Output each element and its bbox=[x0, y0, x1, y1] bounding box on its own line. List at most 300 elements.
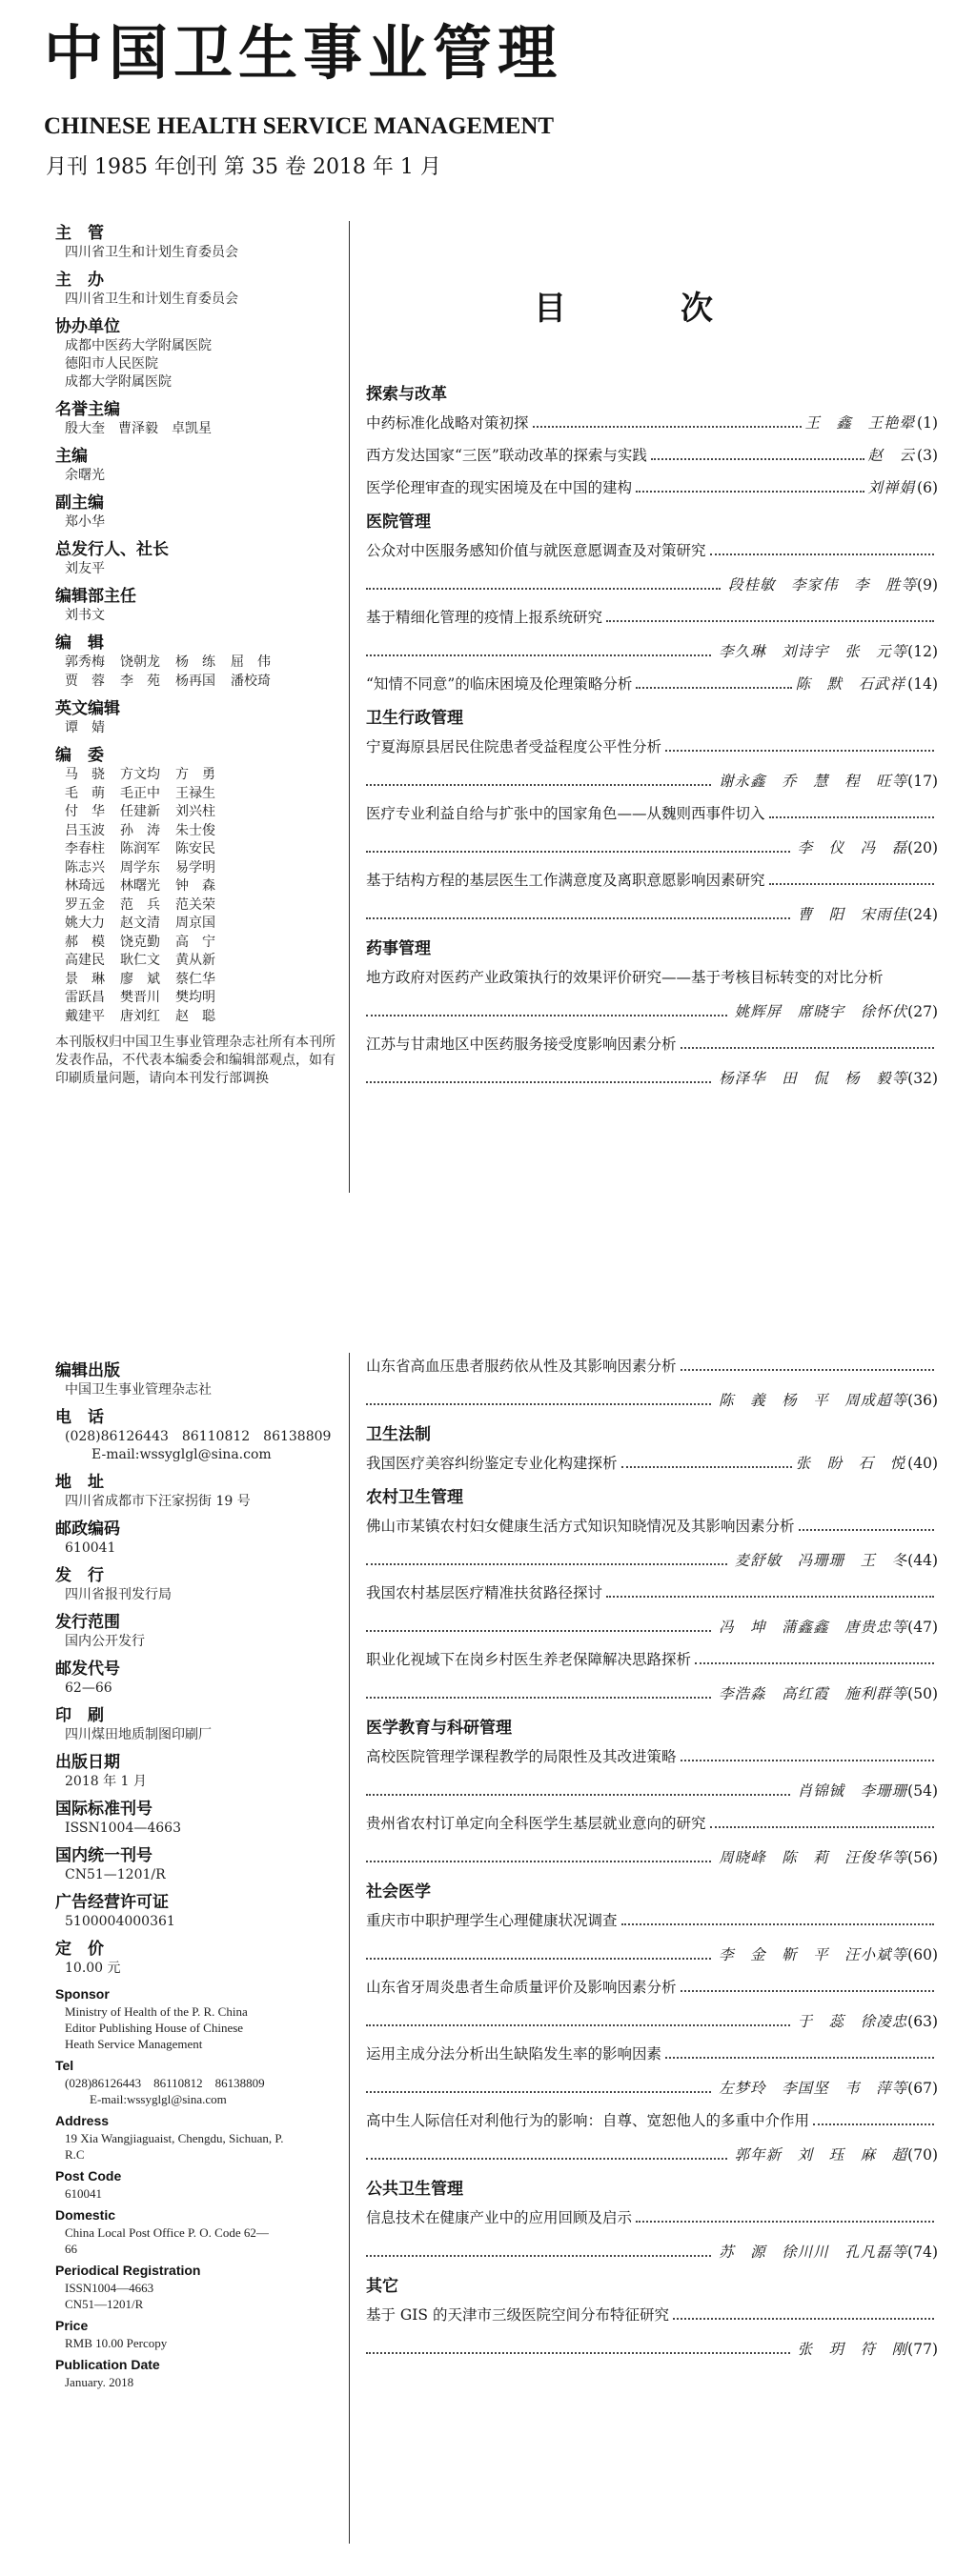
toc-entry bbox=[366, 2111, 938, 2164]
staff-section bbox=[55, 399, 341, 438]
toc-entry-title: 运用主成分法分析出生缺陷发生率的影响因素 bbox=[366, 2045, 662, 2063]
toc-entry-page: (9) bbox=[917, 576, 938, 594]
committee-name: 易学明 bbox=[175, 859, 215, 875]
dot-leader bbox=[636, 478, 864, 493]
staff-value: 四川省卫生和计划生育委员会 bbox=[65, 292, 238, 307]
staff-label: 定 价 bbox=[55, 1940, 104, 1959]
staff-section bbox=[55, 1659, 341, 1698]
toc-entry-line bbox=[366, 1747, 938, 1766]
toc-upper bbox=[366, 383, 938, 1101]
dot-leader bbox=[665, 737, 934, 752]
staff-value-en: 19 Xia Wangjiaguaist, Chengdu, Sichuan, P. bbox=[65, 2131, 284, 2145]
toc-entry-authors: 陈 義 杨 平 周成超等 bbox=[719, 1392, 908, 1409]
toc-category: 卫生法制 bbox=[366, 1425, 431, 1444]
staff-label: 主编 bbox=[55, 447, 88, 466]
staff-value: 刘友平 bbox=[65, 561, 105, 576]
staff-label: 英文编辑 bbox=[55, 699, 120, 718]
staff-section bbox=[55, 1519, 341, 1558]
committee-grid bbox=[55, 766, 341, 1026]
toc-entry-line bbox=[366, 541, 938, 560]
editors-grid bbox=[55, 654, 341, 691]
staff-section bbox=[55, 1705, 341, 1744]
toc-entry-page: (50) bbox=[907, 1685, 938, 1702]
staff-label: 总发行人、社长 bbox=[55, 540, 169, 559]
dot-leader bbox=[673, 2305, 934, 2320]
staff-section bbox=[55, 1799, 341, 1838]
dot-leader bbox=[710, 541, 934, 555]
toc-category: 医学教育与科研管理 bbox=[366, 1719, 512, 1738]
toc-entry-author-line bbox=[366, 2145, 938, 2164]
toc-entry-authors: 周晓峰 陈 莉 汪俊华等 bbox=[719, 1849, 908, 1866]
toc-entry bbox=[366, 1035, 938, 1088]
committee-name: 高 宁 bbox=[175, 934, 215, 950]
staff-value: 德阳市人民医院 bbox=[65, 356, 158, 372]
toc-entry-title: 信息技术在健康产业中的应用回顾及启示 bbox=[366, 2209, 633, 2226]
staff-section-en bbox=[55, 2057, 341, 2107]
staff-value: 62—66 bbox=[65, 1680, 112, 1696]
editor-name: 郭秀梅 bbox=[65, 654, 105, 670]
committee-name: 范 兵 bbox=[120, 896, 160, 913]
toc-entry bbox=[366, 478, 938, 497]
staff-label-en: Price bbox=[55, 2318, 89, 2333]
toc-entry-title: 我国医疗美容纠纷鉴定专业化构建探析 bbox=[366, 1455, 618, 1472]
toc-entry bbox=[366, 737, 938, 791]
toc-entry-page: (74) bbox=[907, 2244, 938, 2261]
toc-entry bbox=[366, 1747, 938, 1801]
toc-category: 其它 bbox=[366, 2277, 398, 2296]
toc-entry-line bbox=[366, 871, 938, 890]
toc-entry-title: “知情不同意”的临床困境及伦理策略分析 bbox=[366, 675, 633, 693]
toc-entry-line bbox=[366, 1454, 938, 1473]
staff-value: 成都大学附属医院 bbox=[65, 374, 172, 390]
toc-entry-author-line bbox=[366, 1002, 938, 1021]
toc-entry-authors: 李久琳 刘诗宇 张 元等 bbox=[719, 643, 908, 660]
committee-name: 郝 模 bbox=[65, 934, 105, 950]
toc-entry-page: (14) bbox=[907, 675, 938, 693]
toc-entry-line bbox=[366, 1911, 938, 1930]
toc-entry-title: 公众对中医服务感知价值与就医意愿调查及对策研究 bbox=[366, 542, 706, 559]
dot-leader bbox=[366, 1697, 711, 1699]
staff-label: 协办单位 bbox=[55, 317, 120, 336]
dot-leader bbox=[366, 851, 790, 853]
staff-label: 出版日期 bbox=[55, 1753, 120, 1772]
toc-entry-line bbox=[366, 413, 938, 433]
toc-entry-page: (12) bbox=[907, 643, 938, 660]
toc-entry-page: (67) bbox=[907, 2080, 938, 2097]
staff-value: 谭 婧 bbox=[65, 720, 105, 735]
toc-entry-page: (32) bbox=[907, 1070, 938, 1087]
staff-section bbox=[55, 1407, 341, 1464]
committee-name: 高建民 bbox=[65, 953, 105, 968]
toc-entry-page: (40) bbox=[907, 1455, 938, 1472]
dot-leader bbox=[366, 2024, 790, 2026]
staff-section-en bbox=[55, 2112, 341, 2163]
committee-name: 林琦远 bbox=[65, 878, 105, 894]
toc-entry bbox=[366, 1583, 938, 1637]
dot-leader bbox=[366, 2091, 711, 2093]
toc-entry-authors: 左梦玲 李国坚 韦 萍等 bbox=[719, 2080, 908, 2097]
toc-entry-title: 山东省高血压患者服药依从性及其影响因素分析 bbox=[366, 1358, 677, 1375]
toc-entry bbox=[366, 1814, 938, 1867]
toc-entry-authors: 陈 默 石武祥 bbox=[795, 675, 906, 693]
toc-entry-author-line bbox=[366, 1618, 938, 1637]
toc-entry-author-line bbox=[366, 642, 938, 661]
column-divider-lower bbox=[349, 1353, 350, 2544]
committee-name: 景 琳 bbox=[65, 971, 105, 987]
committee-name: 罗五金 bbox=[65, 896, 105, 913]
toc-entry-author-line bbox=[366, 2079, 938, 2098]
toc-entry-page: (27) bbox=[907, 1003, 938, 1020]
staff-section bbox=[55, 316, 341, 392]
toc-entry-line bbox=[366, 2208, 938, 2227]
toc-entry-author-line bbox=[366, 2012, 938, 2031]
toc-entry-authors: 麦舒敏 冯珊珊 王 冬 bbox=[734, 1552, 908, 1569]
committee-name: 方文均 bbox=[120, 767, 160, 782]
toc-entry-authors: 张 盼 石 悦 bbox=[795, 1455, 906, 1472]
staff-label: 广告经营许可证 bbox=[55, 1893, 169, 1912]
staff-label-en: Sponsor bbox=[55, 1986, 110, 2002]
toc-entry-title: 医疗专业利益自给与扩张中的国家角色——从魏则西事件切入 bbox=[366, 805, 765, 822]
staff-value: 中国卫生事业管理杂志社 bbox=[65, 1382, 212, 1398]
toc-entry-title: 高中生人际信任对利他行为的影响：自尊、宽恕他人的多重中介作用 bbox=[366, 2112, 810, 2129]
staff-box-lower bbox=[55, 1360, 341, 2542]
toc-entry-title: 高校医院管理学课程教学的局限性及其改进策略 bbox=[366, 1748, 677, 1765]
toc-entry-line bbox=[366, 2111, 938, 2130]
toc-entry bbox=[366, 804, 938, 857]
journal-title-cn: 中国卫生事业管理 bbox=[44, 18, 563, 88]
toc-entry-authors: 于 蕊 徐凌忠 bbox=[797, 2013, 908, 2030]
staff-value: 刘书文 bbox=[65, 608, 105, 623]
toc-entry-authors: 李 仪 冯 磊 bbox=[797, 839, 908, 856]
toc-category: 卫生行政管理 bbox=[366, 709, 463, 728]
committee-name: 陈润军 bbox=[120, 841, 160, 856]
toc-entry-line bbox=[366, 1978, 938, 1997]
dot-leader bbox=[366, 1563, 727, 1565]
dot-leader bbox=[636, 2208, 934, 2223]
staff-value-en: January. 2018 bbox=[65, 2375, 134, 2389]
committee-name: 雷跃昌 bbox=[65, 990, 105, 1005]
dot-leader bbox=[606, 1583, 934, 1598]
toc-entry bbox=[366, 1911, 938, 1964]
staff-value: 四川省报刊发行局 bbox=[65, 1587, 172, 1602]
committee-name: 王禄生 bbox=[175, 785, 215, 801]
toc-entry-title: 西方发达国家“三医”联动改革的探索与实践 bbox=[366, 447, 647, 464]
staff-value: 610041 bbox=[65, 1540, 116, 1556]
toc-entry-title: 职业化视域下在岗乡村医生养老保障解决思路探析 bbox=[366, 1651, 692, 1668]
committee-name: 耿仁文 bbox=[120, 953, 160, 968]
toc-entry-authors: 曹 阳 宋雨佳 bbox=[797, 906, 908, 923]
toc-entry bbox=[366, 413, 938, 433]
toc-entry-page: (56) bbox=[907, 1849, 938, 1866]
toc-entry-page: (36) bbox=[907, 1392, 938, 1409]
dot-leader bbox=[366, 1958, 711, 1960]
toc-entry-author-line bbox=[366, 772, 938, 791]
committee-name: 吕玉波 bbox=[65, 822, 105, 838]
committee-name: 钟 森 bbox=[175, 878, 215, 894]
toc-entry bbox=[366, 608, 938, 661]
dot-leader bbox=[366, 1015, 727, 1016]
dot-leader bbox=[621, 1911, 934, 1925]
dot-leader bbox=[366, 1630, 711, 1632]
editors-section bbox=[55, 633, 341, 691]
toc-entry-line bbox=[366, 608, 938, 627]
toc-entry bbox=[366, 968, 938, 1021]
toc-title: 目次 bbox=[534, 290, 827, 328]
staff-value-en: Editor Publishing House of Chinese bbox=[65, 2021, 244, 2035]
committee-name: 方 勇 bbox=[175, 767, 215, 782]
dot-leader bbox=[366, 654, 711, 656]
staff-section bbox=[55, 1565, 341, 1604]
dot-leader bbox=[813, 2111, 934, 2125]
staff-value: 余曙光 bbox=[65, 468, 105, 483]
toc-entry-title: 地方政府对医药产业政策执行的效果评价研究——基于考核目标转变的对比分析 bbox=[366, 969, 884, 986]
staff-section bbox=[55, 1845, 341, 1884]
toc-entry bbox=[366, 2044, 938, 2098]
committee-name: 姚大力 bbox=[65, 916, 105, 931]
toc-entry-author-line bbox=[366, 2243, 938, 2262]
staff-value: 10.00 元 bbox=[65, 1961, 121, 1976]
staff-section bbox=[55, 270, 341, 309]
toc-lower bbox=[366, 1357, 938, 2372]
dot-leader bbox=[665, 2044, 934, 2059]
committee-name: 唐刘红 bbox=[120, 1008, 160, 1024]
toc-entry-author-line bbox=[366, 1069, 938, 1088]
toc-entry-line bbox=[366, 1517, 938, 1536]
committee-name: 范关荣 bbox=[175, 896, 215, 913]
toc-entry-page: (54) bbox=[907, 1782, 938, 1800]
toc-entry-title: 基于精细化管理的疫情上报系统研究 bbox=[366, 609, 603, 626]
toc-entry-line bbox=[366, 737, 938, 756]
committee-name: 周学东 bbox=[120, 859, 160, 875]
staff-label: 副主编 bbox=[55, 493, 104, 513]
toc-entry-author-line bbox=[366, 1945, 938, 1964]
staff-section bbox=[55, 539, 341, 578]
toc-entry-title: 山东省牙周炎患者生命质量评价及影响因素分析 bbox=[366, 1979, 677, 1996]
committee-name: 赵 聪 bbox=[175, 1008, 215, 1024]
editor-name: 杨 练 bbox=[175, 654, 215, 670]
committee-name: 陈志兴 bbox=[65, 859, 105, 875]
staff-value-en: RMB 10.00 Percopy bbox=[65, 2336, 168, 2350]
toc-entry-authors: 李浩淼 高红霞 施利群等 bbox=[719, 1685, 908, 1702]
toc-entry-authors: 刘禅娟 bbox=[867, 479, 916, 496]
staff-section bbox=[55, 1939, 341, 1978]
staff-value: CN51—1201/R bbox=[65, 1867, 166, 1882]
toc-entry-page: (77) bbox=[907, 2341, 938, 2358]
toc-entry-line bbox=[366, 446, 938, 465]
toc-entry-authors: 肖锦铖 李珊珊 bbox=[797, 1782, 908, 1800]
toc-entry-line bbox=[366, 1814, 938, 1833]
staff-section-en bbox=[55, 2167, 341, 2202]
committee-name: 毛正中 bbox=[120, 785, 160, 801]
toc-entry-page: (24) bbox=[907, 906, 938, 923]
toc-entry-line bbox=[366, 804, 938, 823]
staff-label: 编 辑 bbox=[55, 634, 104, 653]
dot-leader bbox=[621, 1454, 792, 1468]
staff-value-en: ISSN1004—4663 bbox=[65, 2281, 154, 2295]
staff-section-en bbox=[55, 2262, 341, 2312]
staff-value-en: Heath Service Management bbox=[65, 2037, 203, 2051]
dot-leader bbox=[769, 804, 934, 818]
staff-label: 印 刷 bbox=[55, 1706, 104, 1725]
toc-entry-page: (3) bbox=[917, 447, 938, 464]
committee-name: 林曙光 bbox=[120, 878, 160, 894]
staff-section-en bbox=[55, 2317, 341, 2351]
committee-name: 廖 斌 bbox=[120, 971, 160, 987]
staff-section-en bbox=[55, 2356, 341, 2390]
toc-entry-title: 江苏与甘肃地区中医药服务接受度影响因素分析 bbox=[366, 1036, 677, 1053]
committee-name: 樊晋川 bbox=[120, 990, 160, 1005]
staff-label: 国际标准刊号 bbox=[55, 1800, 152, 1819]
committee-name: 赵文清 bbox=[120, 916, 160, 931]
staff-value: 郑小华 bbox=[65, 514, 105, 530]
staff-value-en: 610041 bbox=[65, 2186, 102, 2201]
editor-name: 饶朝龙 bbox=[120, 654, 160, 670]
toc-entry-author-line bbox=[366, 1684, 938, 1703]
staff-label: 电 话 bbox=[55, 1408, 104, 1427]
staff-value: ISSN1004—4663 bbox=[65, 1821, 181, 1836]
staff-value-en: China Local Post Office P. O. Code 62— bbox=[65, 2225, 269, 2240]
staff-value-en: E-mail:wssyglgl@sina.com bbox=[65, 2092, 227, 2106]
committee-name: 毛 萌 bbox=[65, 785, 105, 801]
dot-leader bbox=[681, 1978, 934, 1992]
toc-entry bbox=[366, 541, 938, 594]
dot-leader bbox=[651, 446, 864, 460]
toc-entry-page: (20) bbox=[907, 839, 938, 856]
dot-leader bbox=[710, 1814, 934, 1828]
committee-name: 黄从新 bbox=[175, 953, 215, 968]
committee-name: 任建新 bbox=[120, 804, 160, 819]
dot-leader bbox=[606, 608, 934, 622]
dot-leader bbox=[681, 1035, 934, 1049]
toc-entry bbox=[366, 1454, 938, 1473]
dot-leader bbox=[533, 413, 802, 428]
staff-label-en: Publication Date bbox=[55, 2357, 160, 2372]
dot-leader bbox=[799, 1517, 934, 1531]
staff-label-en: Tel bbox=[55, 2058, 74, 2073]
dot-leader bbox=[681, 1747, 934, 1761]
staff-value: 2018 年 1 月 bbox=[65, 1774, 147, 1789]
toc-entry-page: (17) bbox=[907, 773, 938, 790]
staff-label: 编辑出版 bbox=[55, 1361, 120, 1380]
staff-box-upper bbox=[55, 223, 341, 1189]
toc-entry-line bbox=[366, 1650, 938, 1669]
staff-value-en: 66 bbox=[65, 2242, 77, 2256]
toc-entry-line bbox=[366, 2305, 938, 2324]
toc-entry-author-line bbox=[366, 2340, 938, 2359]
dot-leader bbox=[769, 871, 934, 885]
toc-entry-page: (1) bbox=[917, 414, 938, 432]
toc-entry-authors: 李 金 靳 平 汪小斌等 bbox=[719, 1946, 908, 1963]
dot-leader bbox=[366, 1794, 790, 1796]
toc-entry-page: (47) bbox=[907, 1619, 938, 1636]
editor-name: 李 苑 bbox=[120, 673, 160, 689]
editor-name: 贾 蓉 bbox=[65, 673, 105, 689]
staff-label: 编辑部主任 bbox=[55, 587, 136, 606]
toc-entry bbox=[366, 2208, 938, 2262]
toc-entry-line bbox=[366, 478, 938, 497]
toc-entry-authors: 段桂敏 李家伟 李 胜等 bbox=[728, 576, 918, 594]
dot-leader bbox=[366, 588, 721, 590]
committee-name: 陈安民 bbox=[175, 841, 215, 856]
toc-entry-page: (70) bbox=[907, 2146, 938, 2163]
toc-entry bbox=[366, 1978, 938, 2031]
toc-category: 社会医学 bbox=[366, 1882, 431, 1902]
staff-section bbox=[55, 1892, 341, 1931]
dot-leader bbox=[366, 1081, 711, 1083]
committee-name: 饶克勤 bbox=[120, 934, 160, 950]
dot-leader bbox=[695, 1650, 934, 1664]
dot-leader bbox=[366, 1861, 711, 1862]
committee-name: 周京国 bbox=[175, 916, 215, 931]
staff-label: 国内统一刊号 bbox=[55, 1846, 152, 1865]
toc-entry-line bbox=[366, 674, 938, 694]
toc-category: 探索与改革 bbox=[366, 385, 447, 404]
staff-value: E-mail:wssyglgl@sina.com bbox=[65, 1447, 272, 1462]
committee-name: 李春柱 bbox=[65, 841, 105, 856]
committee-section bbox=[55, 745, 341, 1026]
staff-section bbox=[55, 586, 341, 625]
toc-category: 农村卫生管理 bbox=[366, 1488, 463, 1507]
staff-label-en: Periodical Registration bbox=[55, 2263, 201, 2278]
toc-entry bbox=[366, 1357, 938, 1410]
dot-leader bbox=[636, 674, 791, 689]
staff-value: 四川省卫生和计划生育委员会 bbox=[65, 245, 238, 260]
committee-name: 孙 涛 bbox=[120, 822, 160, 838]
toc-entry-page: (60) bbox=[907, 1946, 938, 1963]
staff-value: 成都中医药大学附属医院 bbox=[65, 338, 212, 353]
journal-title-en: CHINESE HEALTH SERVICE MANAGEMENT bbox=[44, 113, 555, 139]
editor-name: 屈 伟 bbox=[231, 654, 271, 670]
toc-entry-author-line bbox=[366, 1848, 938, 1867]
editor-name: 杨再国 bbox=[175, 673, 215, 689]
staff-label: 主 管 bbox=[55, 224, 104, 243]
toc-entry bbox=[366, 2305, 938, 2359]
toc-entry-authors: 张 玥 符 刚 bbox=[797, 2341, 908, 2358]
staff-value: 四川省成都市下汪家拐街 19 号 bbox=[65, 1494, 251, 1509]
toc-category: 公共卫生管理 bbox=[366, 2180, 463, 2199]
committee-name: 樊均明 bbox=[175, 990, 215, 1005]
staff-label: 邮发代号 bbox=[55, 1660, 120, 1679]
committee-name: 刘兴柱 bbox=[175, 804, 215, 819]
staff-section bbox=[55, 1472, 341, 1511]
staff-label-en: Post Code bbox=[55, 2168, 122, 2184]
dot-leader bbox=[366, 2255, 711, 2257]
staff-value: 殷大奎 曹泽毅 卓凯星 bbox=[65, 421, 212, 436]
toc-entry-authors: 冯 坤 蒲鑫鑫 唐贵忠等 bbox=[719, 1619, 908, 1636]
staff-value-en: (028)86126443 86110812 86138809 bbox=[65, 2076, 265, 2090]
toc-entry bbox=[366, 1650, 938, 1703]
staff-label-en: Domestic bbox=[55, 2207, 116, 2223]
toc-entry-author-line bbox=[366, 575, 938, 594]
staff-value: 5100004000361 bbox=[65, 1914, 175, 1929]
staff-label: 发行范围 bbox=[55, 1613, 120, 1632]
toc-entry-authors: 苏 源 徐川川 孔凡磊等 bbox=[719, 2244, 908, 2261]
toc-entry-title: 宁夏海原县居民住院患者受益程度公平性分析 bbox=[366, 738, 662, 755]
staff-label: 地 址 bbox=[55, 1473, 104, 1492]
toc-entry-title: 贵州省农村订单定向全科医学生基层就业意向的研究 bbox=[366, 1815, 706, 1832]
toc-entry-title: 基于结构方程的基层医生工作满意度及离职意愿影响因素研究 bbox=[366, 872, 765, 889]
toc-entry-authors: 杨泽华 田 侃 杨 毅等 bbox=[719, 1070, 908, 1087]
committee-name: 马 骁 bbox=[65, 767, 105, 782]
dot-leader bbox=[366, 917, 790, 919]
staff-section bbox=[55, 493, 341, 532]
toc-entry-authors: 谢永鑫 乔 慧 程 旺等 bbox=[719, 773, 908, 790]
dot-leader bbox=[681, 1357, 934, 1371]
staff-label: 编 委 bbox=[55, 746, 104, 765]
en-editor-section bbox=[55, 698, 341, 737]
toc-entry-authors: 郭年新 刘 珏 麻 超 bbox=[734, 2146, 908, 2163]
copyright-notice: 本刊版权归中国卫生事业管理杂志社所有本刊所发表作品，不代表本编委会和编辑部观点，如有印刷质量问题，请向本刊发行部调换 bbox=[55, 1035, 336, 1086]
